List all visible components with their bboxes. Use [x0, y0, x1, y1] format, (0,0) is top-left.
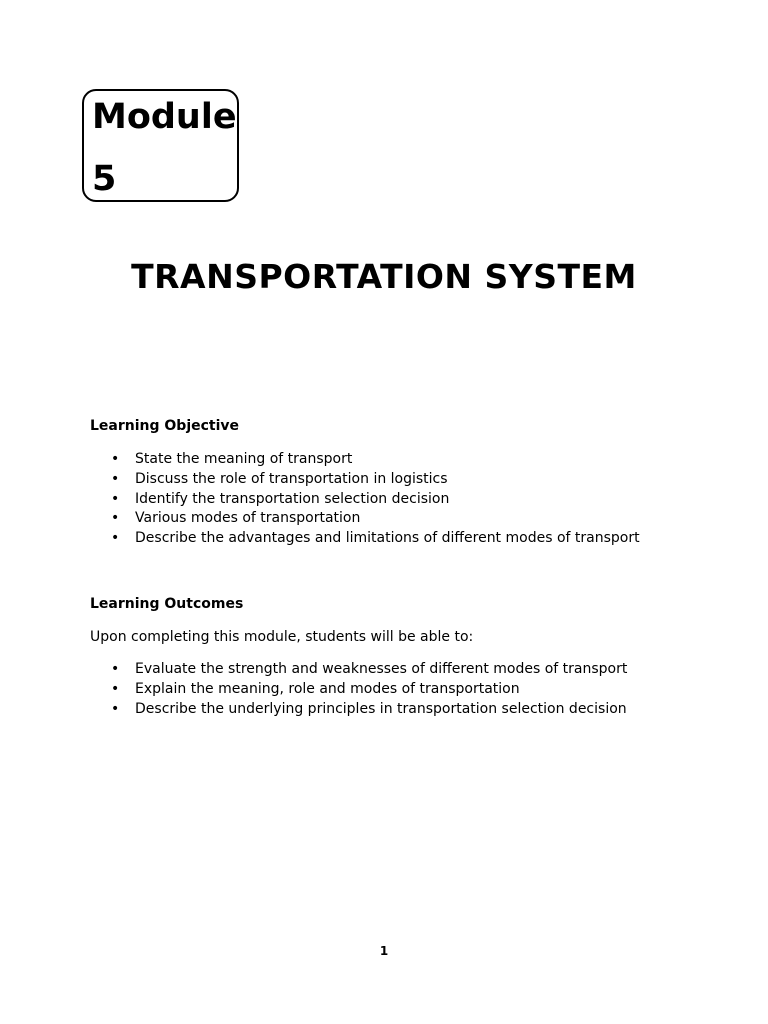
bullet: •: [111, 530, 120, 547]
bullet: •: [111, 490, 120, 507]
learning-outcomes-list: [0, 660, 627, 719]
module-number: 5: [92, 159, 117, 199]
list-item: [0, 680, 627, 700]
list-item-text: Various modes of transportation: [135, 510, 361, 527]
list-item-text: Describe the advantages and limitations of different modes of transport: [135, 530, 640, 547]
learning-objective-list: [0, 450, 640, 549]
bullet: •: [111, 470, 120, 487]
module-label-box: [82, 89, 239, 202]
list-item-text: Discuss the role of transportation in logistics: [135, 470, 448, 487]
list-item: [0, 470, 640, 490]
list-item: [0, 660, 627, 680]
list-item-text: Evaluate the strength and weaknesses of different modes of transport: [135, 661, 628, 677]
bullet: •: [111, 661, 120, 677]
list-item: [0, 450, 640, 470]
list-item-text: Describe the underlying principles in transportation selection decision: [135, 700, 627, 717]
list-item: [0, 509, 640, 529]
learning-outcomes-heading: Learning Outcomes: [90, 596, 244, 612]
document-title: TRANSPORTATION SYSTEM: [131, 257, 637, 296]
list-item: [0, 529, 640, 549]
bullet: •: [111, 680, 120, 697]
list-item-text: Identify the transportation selection decision: [135, 490, 450, 507]
list-item-text: Explain the meaning, role and modes of transportation: [135, 680, 520, 697]
learning-outcomes-intro: Upon completing this module, students will be able to:: [90, 629, 474, 645]
page-number: 1: [379, 944, 389, 958]
list-item-text: State the meaning of transport: [135, 451, 353, 467]
list-item: [0, 490, 640, 510]
learning-objective-heading: Learning Objective: [90, 418, 240, 434]
bullet: •: [111, 700, 120, 717]
bullet: •: [111, 451, 120, 467]
bullet: •: [111, 510, 120, 527]
list-item: [0, 700, 627, 720]
module-word: Module: [92, 97, 237, 137]
